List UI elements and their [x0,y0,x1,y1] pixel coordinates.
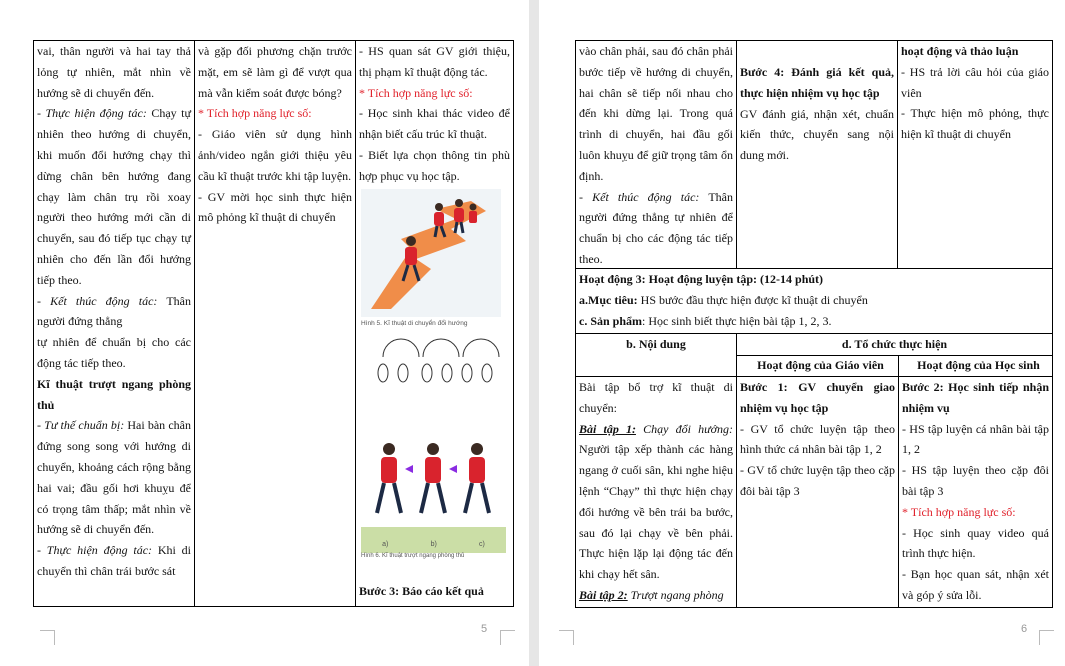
paragraph [740,460,895,502]
page-5 [0,0,529,666]
paragraph [579,419,733,585]
student-column [898,41,1052,268]
paragraph [198,187,352,229]
student-cell [356,41,513,187]
digital-skill-note: * Tích hợp năng lực số: [198,106,312,121]
paragraph-text: - Thực hiện mô phỏng, thực hiện kĩ thuật di chuyển [901,106,1049,142]
paragraph [901,62,1049,104]
student-cell [898,41,1052,145]
corner-mark [1039,630,1054,645]
page-number: 6 [1021,623,1028,635]
paragraph-text: - HS trả lời câu hỏi của giáo viên [901,64,1049,100]
teacher-header: Hoạt động của Giáo viên [757,358,884,372]
paragraph-text: - Học sinh khai thác video để nhận biết cấu trúc kĩ thuật. [359,106,510,142]
corner-mark [559,630,574,645]
paragraph [198,124,352,186]
exercise-label: Bài tập 2: [579,587,628,602]
paragraph [902,419,1049,461]
paragraph [901,103,1049,145]
paragraph [37,374,191,416]
figure2-label-c: c) [479,541,485,548]
paragraph [359,103,510,145]
paragraph-text: - GV tổ chức luyện tập theo cặp đôi bài tập 3 [740,463,895,498]
step-heading: Bước 4: Đánh giá kết quả, thực hiện nhiệm vụ học tập [740,65,894,100]
paragraph-text: - Học sinh quay video quá trình thực hiện. [902,525,1049,561]
organization-column [737,334,1052,607]
paragraph-text: - GV tổ chức luyện tập theo hình thức cá nhân bài tập 1, 2 [740,421,895,457]
paragraph [740,377,895,419]
defensive-slide-illustration [361,337,506,569]
paragraph [37,41,191,103]
paragraph-text: - HS tập luyện cá nhân bài tập 1, 2 [902,421,1049,457]
activity-section [575,268,1053,334]
activity-product: c. Sản phẩm: Học sinh biết thực hiện bài tập 1, 2, 3. [579,314,832,328]
paragraph [902,502,1049,523]
student-header: Hoạt động của Học sinh [917,358,1040,372]
paragraph-text: Khi di chuyển thì chân trái bước sát [37,543,191,578]
phase-label: - Tư thế chuẩn bị: [37,418,125,433]
paragraph [198,41,352,103]
paragraph [359,83,510,104]
phase-label: Trượt ngang phòng [627,587,724,602]
activity-title: Hoạt động 3: Hoạt động luyện tập: (12-14 phút) [579,272,824,286]
paragraph-text: - Bạn học quan sát, nhận xét và góp ý sửa lỗi. [902,567,1049,602]
direction-change-illustration [361,189,501,317]
paragraph-text: vai, thân người và hai tay thả lỏng tự nhiên, mắt nhìn về hướng sẽ di chuyển đến. [37,44,191,100]
content-column [34,41,195,606]
step3-label: Bước 3: Báo cáo kết quả [359,584,484,598]
student-column [356,41,513,606]
phase-label: - Thực hiện động tác: [37,543,153,558]
paragraph-text: và gặp đối phương chặn trước mặt, em sẽ làm gì để vượt qua mà vẫn kiểm soát được bóng? [198,44,352,100]
paragraph-text: Bài tập bổ trợ kĩ thuật di chuyển: [579,380,733,415]
content-column [576,41,737,268]
corner-mark [40,630,55,645]
figure2-label-b: b) [430,541,437,548]
paragraph [902,564,1049,606]
phase-label: - Kết thúc động tác: [37,293,158,308]
paragraph-text: - HS tập luyện theo cặp đôi bài tập 3 [902,463,1049,498]
content-header: b. Nội dung [626,337,686,351]
paragraph [740,62,894,104]
paragraph-text: GV đánh giá, nhận xét, chuẩn kiến thức, chuyển sang nội dung mới. [740,106,894,163]
page-number: 5 [481,623,488,635]
phase-label: Chạy đổi hướng: [635,421,734,436]
paragraph-text: - Giáo viên sử dụng hình ảnh/video ngắn giới thiệu yêu cầu kĩ thuật trước khi tập luyện. [198,127,352,183]
paragraph-text: vào chân phải, sau đó chân phải bước tiếp về hướng di chuyển, hai chân sẽ tiếp nối nhau cho đến khi dừng lại. Trong quá trình di chuyển, hai đầu gối luôn khuỵu để giữ trọng tâm ổn định. [579,44,733,183]
paragraph-text: Hai bàn chân đứng song song với hướng di chuyển, khoảng cách rộng bằng hai vai; đầu gối hơi khuỵu để có trọng tâm thấp; mắt nhìn về hướng sẽ di chuyển đến. [37,418,192,537]
content-cell [576,41,736,270]
teacher-column [195,41,356,606]
step-heading: Bước 2: Học sinh tiếp nhận nhiệm vụ [902,380,1049,415]
paragraph-text: Thân người đứng thẳng tự nhiên để chuẩn bị cho các động tác tiếp theo. [579,189,733,266]
teacher-cell [195,41,355,228]
activity-goal: a.Mục tiêu: HS bước đầu thực hiện được kĩ thuật di chuyển [579,293,868,307]
paragraph [902,460,1049,502]
paragraph-text: - GV mời học sinh thực hiện mô phỏng kĩ thuật di chuyển [198,189,352,225]
corner-mark [500,630,515,645]
paragraph-text: Chạy tự nhiên theo hướng di chuyển, khi muốn đổi hướng chạy thì dừng chân bên hướng đang chạy làm chân trụ rồi xoay người theo hướng mới cần di chuyển, sau đó tiếp tục chạy tự nhiên cho đến lần đổi hướng tiếp theo. [37,106,192,287]
content-column [576,334,737,607]
paragraph [198,103,352,124]
figure1-caption: Hình 5. Kĩ thuật di chuyển đổi hướng [361,320,468,327]
figure2-caption: Hình 6. Kĩ thuật trượt ngang phòng thủ [361,553,465,559]
teacher-cell [737,41,897,166]
student-cell [899,377,1052,606]
step-heading: Bước 1: GV chuyển giao nhiệm vụ học tập [740,380,895,415]
section-heading: Kĩ thuật trượt ngang phòng thủ [37,376,191,412]
lesson-table-bottom-p6 [575,333,1053,608]
paragraph [579,585,733,606]
paragraph [740,104,894,166]
lesson-table-top-p6 [575,40,1053,269]
figure-defensive-slide [361,337,506,569]
paragraph-text: - HS quan sát GV giới thiệu, thị phạm kĩ thuật động tác. [359,44,510,79]
teacher-column [737,41,898,268]
paragraph-text: - Biết lựa chọn thông tin phù hợp phục vụ học tập. [359,147,510,183]
paragraph [902,523,1049,565]
content-cell [576,377,736,606]
paragraph [37,291,191,333]
figure2-label-a: a) [382,541,389,548]
paragraph-text: Người tập xếp thành các hàng ngang ở cuối sân, khi nghe hiệu lệnh “Chạy” thì thực hiện chạy đổi hướng về bên trái ba bước, sau đó lại chạy về bên phải. Thực hiện lặp lại động tác đến khi chạy hết sân. [579,442,733,582]
organization-header: d. Tổ chức thực hiện [841,337,948,351]
digital-skill-note: * Tích hợp năng lực số: [902,504,1016,519]
paragraph [37,103,191,290]
paragraph [37,415,191,540]
paragraph [579,41,733,187]
figure-direction-change [361,189,501,317]
phase-label: - Kết thúc động tác: [579,189,700,204]
paragraph [359,145,510,187]
paragraph [37,332,191,374]
paragraph [579,377,733,419]
step-heading: hoạt động và thảo luận [901,44,1019,58]
page-6 [539,0,1065,666]
paragraph [740,419,895,461]
paragraph-text: Thân người đứng thẳng [37,293,191,329]
phase-label: - Thực hiện động tác: [37,106,147,121]
exercise-label: Bài tập 1: [579,421,636,436]
paragraph [359,41,510,83]
paragraph [579,187,733,270]
paragraph-text: tự nhiên để chuẩn bị cho các động tác tiếp theo. [37,335,191,370]
digital-skill-note: * Tích hợp năng lực số: [359,85,473,100]
content-cell [34,41,194,582]
paragraph [902,377,1049,419]
teacher-cell [737,377,898,502]
paragraph [37,540,191,582]
paragraph [901,41,1049,62]
lesson-table-p5 [33,40,514,607]
